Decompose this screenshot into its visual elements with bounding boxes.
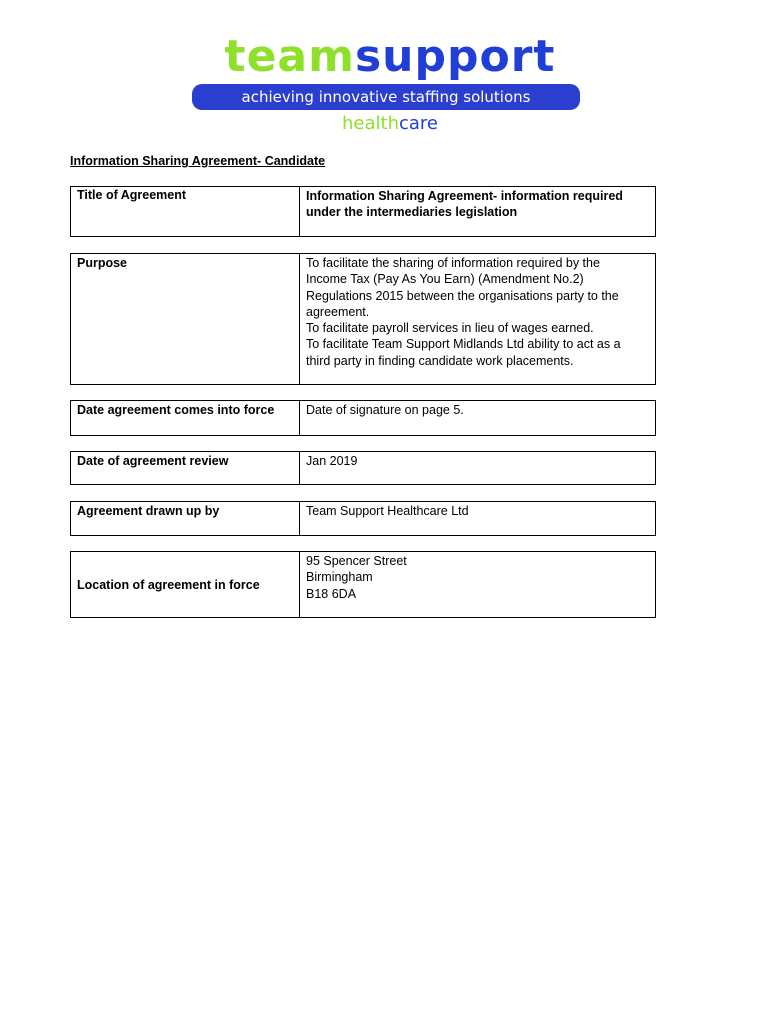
row-label: Date of agreement review [71,452,300,484]
company-logo [190,30,590,140]
row-label: Purpose [71,254,300,384]
row-purpose [70,253,656,385]
value-line: 95 Spencer Street [306,554,407,568]
row-title-of-agreement [70,186,656,237]
value-line: B18 6DA [306,586,357,601]
row-drawn-up-by [70,501,656,536]
row-date-in-force [70,400,656,436]
row-label: Date agreement comes into force [71,401,300,435]
value-line: Income Tax (Pay As You Earn) (Amendment No.2) [306,272,584,287]
value-line: To facilitate Team Support Midlands Ltd ability to act as a [306,337,621,352]
row-label: Title of Agreement [71,187,300,236]
logo-tagline: achieving innovative staffing solutions [192,84,580,110]
value-line: Regulations 2015 between the organisations party to the [306,288,619,303]
logo-sub-health: health [342,113,399,134]
row-value: Date of signature on page 5. [306,403,464,417]
value-line: Birmingham [306,570,373,585]
row-label-text: Location of agreement in force [77,577,260,592]
document-title: Information Sharing Agreement- Candidate [70,154,326,168]
row-value [300,187,655,236]
value-line: Information Sharing Agreement- information required [306,189,623,203]
row-date-review [70,451,656,485]
value-line: To facilitate payroll services in lieu of wages earned. [306,321,594,336]
row-value [300,254,655,384]
logo-sub-care: care [398,113,438,134]
row-value: Jan 2019 [306,454,358,468]
value-line: agreement. [306,304,370,319]
row-location [70,551,656,618]
logo-wordmark [190,30,590,84]
logo-word-team: team [224,31,355,82]
value-line: under the intermediaries legislation [306,205,518,220]
row-label: Agreement drawn up by [71,502,300,535]
row-label [71,552,300,617]
row-value: Team Support Healthcare Ltd [306,504,469,518]
logo-word-support: support [354,31,556,82]
logo-subbrand [190,112,590,136]
value-line: To facilitate the sharing of information required by the [306,256,600,270]
value-line: third party in finding candidate work placements. [306,353,574,368]
row-value [300,552,655,617]
